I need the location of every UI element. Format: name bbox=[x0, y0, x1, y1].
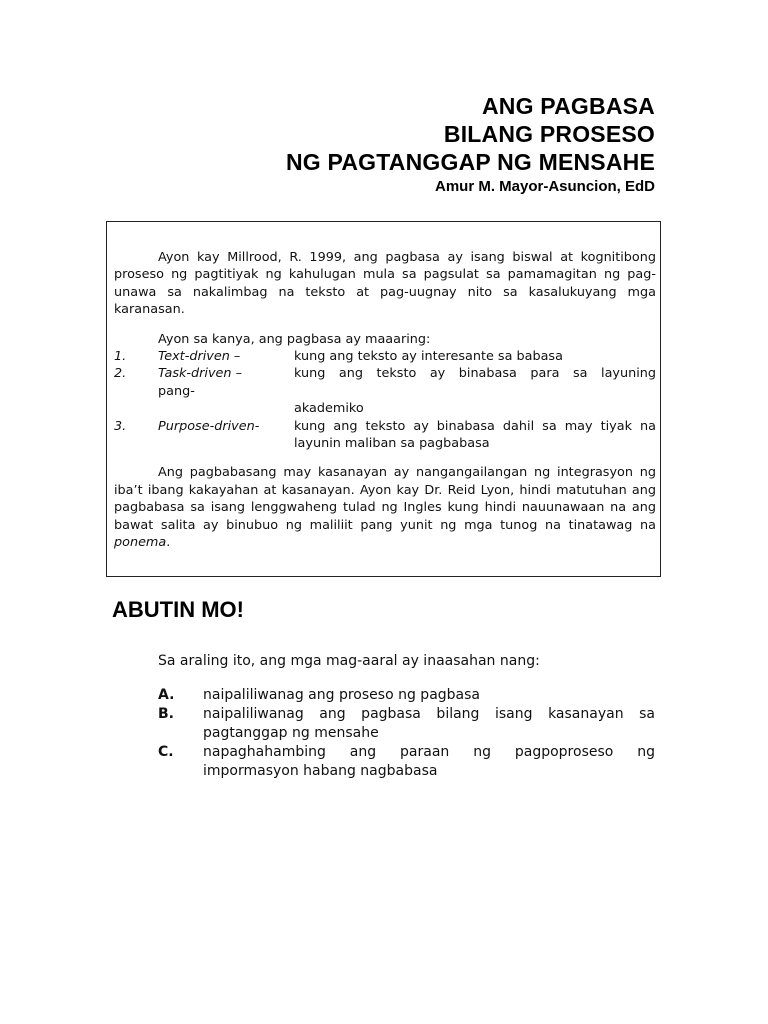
list-item-text-driven bbox=[114, 348, 656, 365]
objective-text: naipaliliwanag ang proseso ng pagbasa bbox=[203, 687, 480, 703]
list-item-term: Purpose-driven- bbox=[158, 418, 260, 434]
objectives-intro: Sa araling ito, ang mga mag-aaral ay inaasahan nang: bbox=[158, 653, 540, 669]
author: Amur M. Mayor-Asuncion, EdD bbox=[434, 178, 655, 195]
intro-box bbox=[106, 221, 661, 577]
objective-letter: C. bbox=[158, 744, 174, 760]
title-block bbox=[286, 92, 655, 197]
list-item-term: Text-driven – bbox=[158, 349, 241, 365]
term-ponema: ponema bbox=[114, 535, 167, 551]
list-item-number: 3. bbox=[114, 418, 127, 434]
intro-box-content bbox=[114, 249, 656, 552]
title-line-3: NG PAGTANGGAP NG MENSAHE bbox=[286, 149, 655, 175]
list-item-description: kung ang teksto ay binabasa dahil sa may tiyak na layunin maliban sa pagbabasa bbox=[294, 418, 656, 452]
list-item-overflow: pang- bbox=[158, 383, 195, 399]
objectives-list bbox=[158, 686, 655, 781]
title-line-1: ANG PAGBASA bbox=[481, 93, 655, 119]
title-line-2: BILANG PROSESO bbox=[443, 121, 655, 147]
list-item-task-driven bbox=[114, 365, 656, 417]
list-item-description: kung ang teksto ay interesante sa babasa bbox=[294, 349, 563, 365]
paragraph-2-end: . bbox=[166, 535, 171, 551]
list-item-number: 1. bbox=[114, 349, 127, 365]
objective-letter: B. bbox=[158, 706, 174, 722]
list-item-description: kung ang teksto ay binabasa para sa layuning bbox=[294, 366, 656, 382]
objective-item-a bbox=[158, 686, 655, 705]
list-item-number: 2. bbox=[114, 366, 127, 382]
objective-text: naipaliliwanag ang pagbasa bilang isang kasanayan sa pagtanggap ng mensahe bbox=[203, 706, 655, 741]
objective-item-c bbox=[158, 743, 655, 781]
intro-paragraph-2 bbox=[114, 464, 656, 551]
section-heading: ABUTIN MO! bbox=[112, 597, 244, 622]
objective-text: napaghahambing ang paraan ng pagpoproseso ng impormasyon habang nagbabasa bbox=[203, 744, 655, 779]
intro-paragraph-1: Ayon kay Millrood, R. 1999, ang pagbasa ay isang biswal at kognitibong proseso ng pagtitiyak ng kahulugan mula sa pagsulat sa pamamagitan ng pag-unawa sa nakalimbag na teksto at pag-uugnay nito sa kasalukuyang mga karanasan. bbox=[114, 250, 656, 318]
list-item-purpose-driven bbox=[114, 418, 656, 453]
objective-item-b bbox=[158, 705, 655, 743]
list-item-term: Task-driven – bbox=[158, 366, 242, 382]
objective-letter: A. bbox=[158, 687, 175, 703]
paragraph-2-text: Ang pagbabasang may kasanayan ay nangangailangan ng integrasyon ng iba’t ibang kakayahan at kasanayan. Ayon kay Dr. Reid Lyon, hindi matutuhan ang pagbabasa sa isang lenggwaheng tulad ng Ingles kung hindi nauunawaan na ang bawat salita ay binubuo ng maliliit pang yunit ng mga tunog na tinatawag na bbox=[114, 465, 656, 533]
list-intro: Ayon sa kanya, ang pagbasa ay maaaring: bbox=[158, 331, 431, 347]
list-item-continuation: akademiko bbox=[294, 401, 364, 417]
